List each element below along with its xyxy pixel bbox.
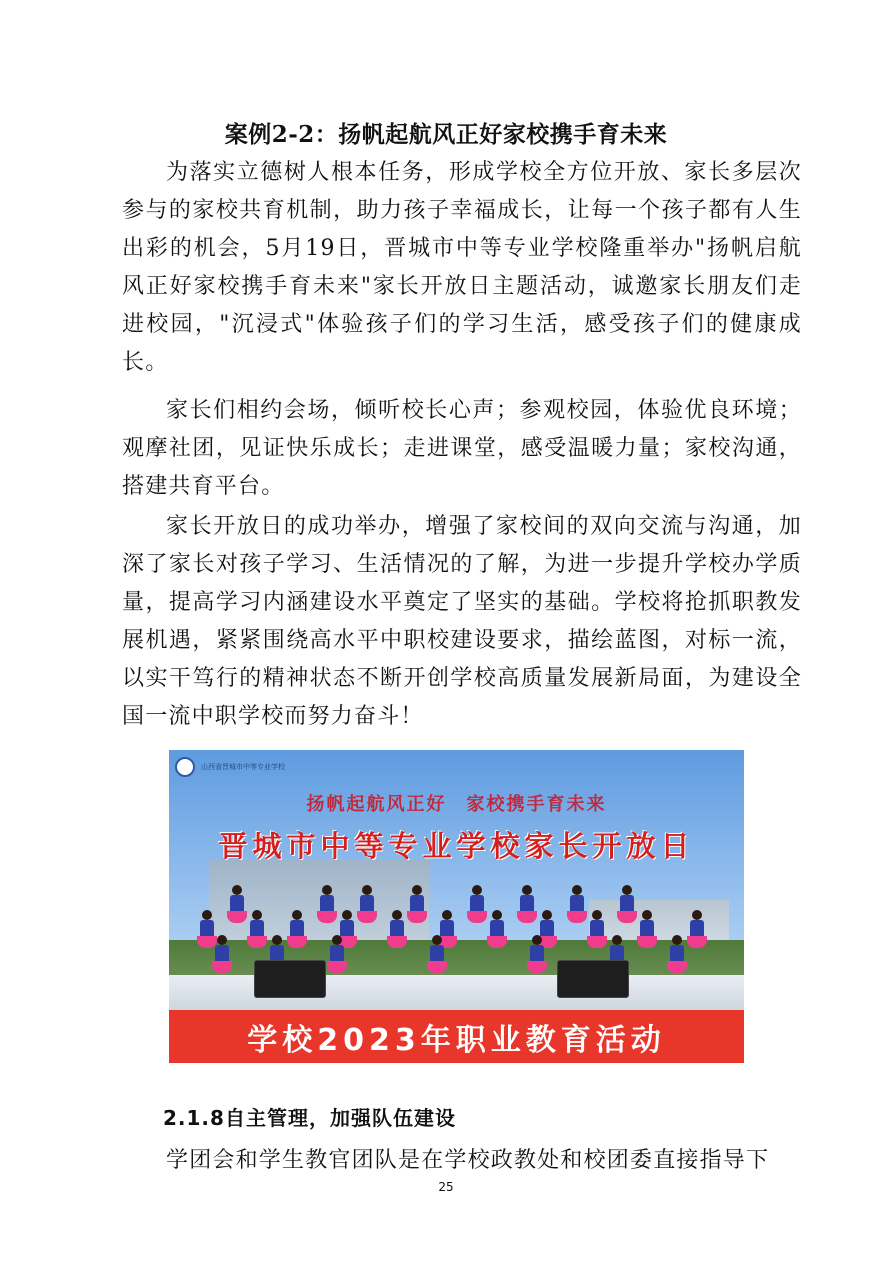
- paragraph-text: 家长们相约会场，倾听校长心声；参观校园，体验优良环境；观摩社团，见证快乐成长；走进课堂，感受温暖力量；家校沟通，搭建共育平台。: [122, 398, 802, 499]
- dancer-figure: [359, 885, 375, 923]
- school-logo-text: 山西省晋城市中等专业学校: [201, 763, 285, 771]
- paragraph-text: 学团会和学生教官团队是在学校政教处和校团委直接指导下: [166, 1148, 770, 1173]
- paragraph-continued: [122, 1142, 802, 1180]
- photo-footer-band: 学校2023年职业教育活动: [169, 1010, 744, 1063]
- paragraph-text: 为落实立德树人根本任务，形成学校全方位开放、家长多层次参与的家校共育机制，助力孩子幸福成长，让每一个孩子都有人生出彩的机会，5月19日，晋城市中等专业学校隆重举办"扬帆启航风正好家校携手育未来"家长开放日主题活动，诚邀家长朋友们走进校园，"沉浸式"体验孩子们的学习生活，感受孩子们的健康成长。: [122, 160, 802, 375]
- dancer-figure: [639, 910, 655, 948]
- dancer-figure: [229, 885, 245, 923]
- page-number: 25: [438, 1180, 454, 1194]
- dancer-figure: [469, 885, 485, 923]
- paragraph-activities: [122, 392, 802, 506]
- dancer-figure: [589, 910, 605, 948]
- dancer-figure: [249, 910, 265, 948]
- case-title: 案例2-2：扬帆起航风正好家校携手育未来: [224, 121, 668, 148]
- school-logo: [175, 756, 345, 778]
- dancer-figure: [529, 935, 545, 973]
- dancer-figure: [289, 910, 305, 948]
- section-heading: 2.1.8自主管理，加强队伍建设: [163, 1106, 456, 1130]
- photo-banner: 晋城市中等专业学校家长开放日: [218, 829, 695, 863]
- dancer-figure: [569, 885, 585, 923]
- photo-slogan: 扬帆起航风正好 家校携手育未来: [306, 794, 607, 815]
- dancer-figure: [214, 935, 230, 973]
- dancer-figure: [519, 885, 535, 923]
- dancer-figure: [489, 910, 505, 948]
- paragraph-text: 家长开放日的成功举办，增强了家校间的双向交流与沟通，加深了家长对孩子学习、生活情况的了解，为进一步提升学校办学质量，提高学习内涵建设水平奠定了坚实的基础。学校将抢抓职教发展机遇，紧紧围绕高水平中职校建设要求，描绘蓝图，对标一流，以实干笃行的精神状态不断开创学校高质量发展新局面，为建设全国一流中职学校而努力奋斗！: [122, 514, 802, 729]
- dancer-figure: [689, 910, 705, 948]
- dancer-figure: [199, 910, 215, 948]
- speaker-icon: [254, 960, 326, 998]
- paragraph-conclusion: [122, 508, 802, 736]
- dancer-figure: [409, 885, 425, 923]
- dancer-figure: [429, 935, 445, 973]
- school-emblem-icon: [175, 757, 195, 777]
- speaker-icon: [557, 960, 629, 998]
- event-photo: [169, 750, 744, 1063]
- dancer-figure: [669, 935, 685, 973]
- dancer-figure: [389, 910, 405, 948]
- dancer-figure: [619, 885, 635, 923]
- paragraph-intro: [122, 154, 802, 382]
- dancer-figure: [319, 885, 335, 923]
- dancer-figure: [329, 935, 345, 973]
